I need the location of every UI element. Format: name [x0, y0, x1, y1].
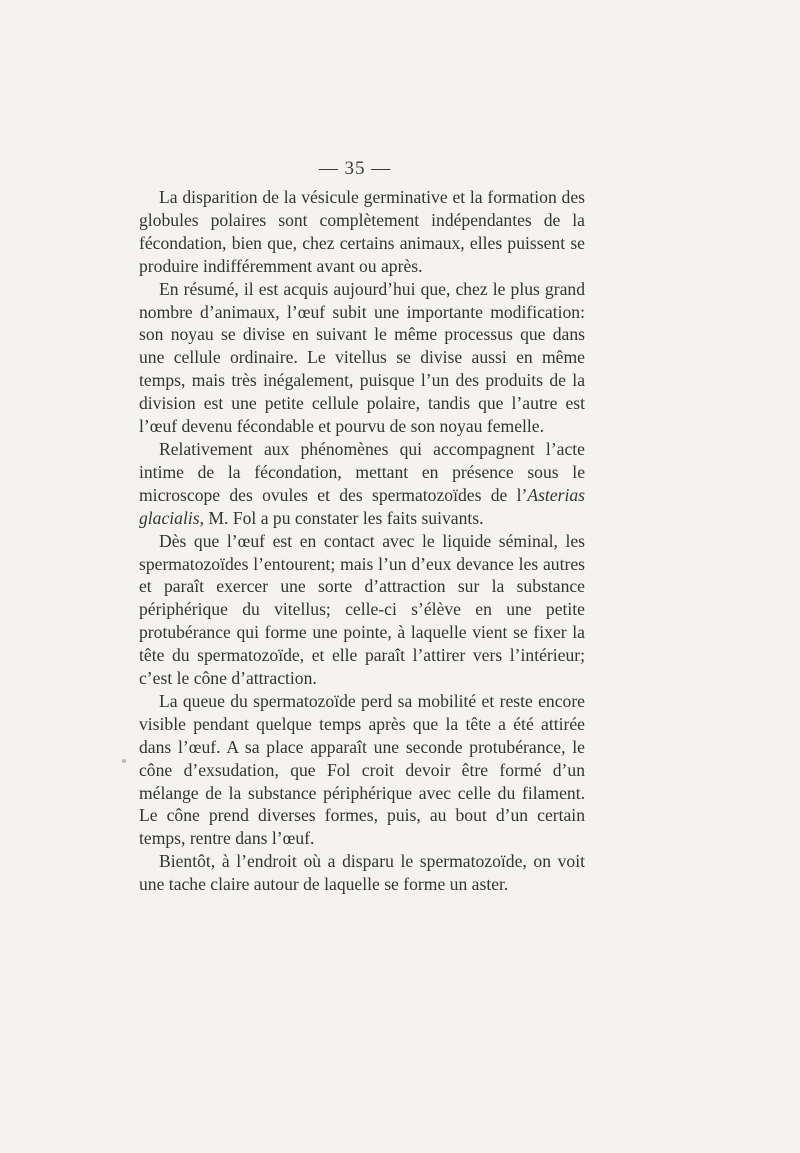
paragraph — [139, 530, 585, 690]
text-segment: La disparition de la vésicule germinative et la formation des globules polaires sont complètement indépendantes de la fécondation, bien que, chez certains animaux, elles puissent se produire indifféremment avant ou après. — [139, 187, 585, 276]
text-segment: La queue du spermatozoïde perd sa mobilité et reste encore visible pendant quelque temps après que la tête a été attirée dans l’œuf. A sa place apparaît une seconde protubérance, le cône d’exsudation, que Fol croit devoir être formé d’un mélange de la substance périphérique avec celle du filament. Le cône prend diverses formes, puis, au bout d’un certain temps, rentre dans l’œuf. — [139, 690, 585, 849]
text-segment: En résumé, il est acquis aujourd’hui que, chez le plus grand nombre d’animaux, l’œuf subit une importante modification: son noyau se divise en suivant le même processus que dans une cellule ordinaire. Le vitellus se divise aussi en même temps, mais très inégalement, puisque l’un des produits de la division est une petite cellule polaire, tandis que l’autre est l’œuf devenu fécondable et pourvu de son noyau femelle. — [139, 278, 585, 437]
paragraph — [139, 278, 585, 438]
text-segment: Dès que l’œuf est en contact avec le liquide séminal, les spermatozoïdes l’entourent; mais l’un d’eux devance les autres et paraît exercer une sorte d’attraction sur la substance périphérique du vitellus; celle-ci s’élève en une petite protubérance qui forme une pointe, à laquelle vient se fixer la tête du spermatozoïde, et elle paraît l’attirer vers l’intérieur; c’est le cône d’attraction. — [139, 530, 585, 689]
paragraph — [139, 850, 585, 896]
text-segment: Relativement aux phénomènes qui accompagnent l’acte intime de la fécondation, mettant en présence sous le microscope des ovules et des spermatozoïdes de l’ — [139, 438, 585, 505]
italic-text: Asterias glacialis — [139, 484, 585, 528]
page-number: — 35 — — [318, 158, 392, 179]
paragraph — [139, 186, 585, 278]
text-segment: Bientôt, à l’endroit où a disparu le spermatozoïde, on voit une tache claire autour de laquelle se forme un aster. — [139, 851, 585, 895]
paragraph — [139, 438, 585, 530]
paper-speck — [122, 759, 126, 763]
body-text — [139, 186, 585, 896]
text-segment: , M. Fol a pu constater les faits suivants. — [199, 507, 484, 528]
paragraph — [139, 690, 585, 850]
